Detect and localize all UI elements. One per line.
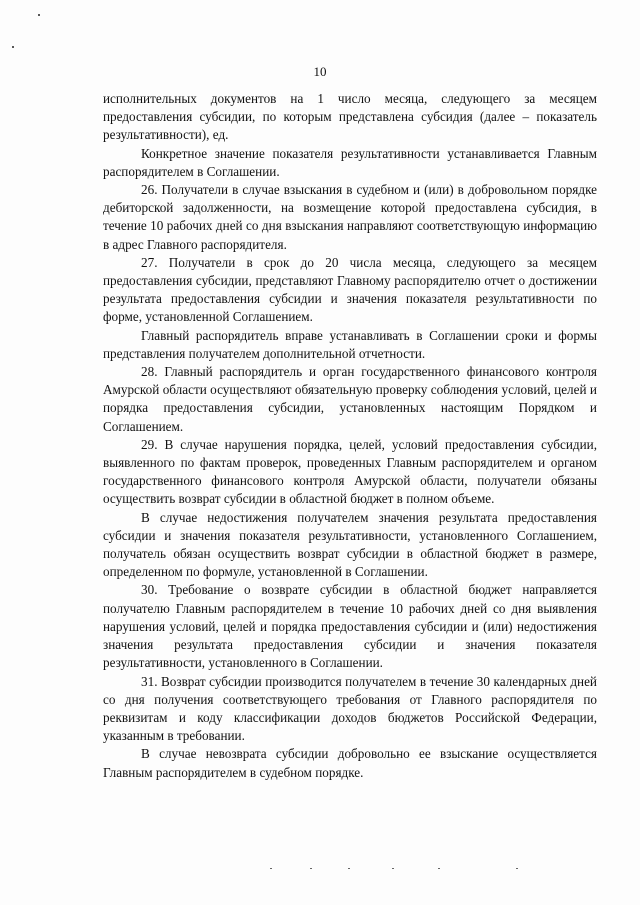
paragraph: исполнительных документов на 1 число месяца, следующего за месяцем предоставления субсидии, по которым представлена субсидия (далее – показатель результативности), ед. xyxy=(103,91,597,143)
paragraph: В случае невозврата субсидии добровольно ее взыскание осуществляется Главным распорядителем в судебном порядке. xyxy=(103,746,597,780)
paragraph-item-28: 28. Главный распорядитель и орган государственного финансового контроля Амурской области осуществляют обязательную проверку соблюдения условий, целей и порядка предоставления субсидии, установленных настоящим Порядком и Соглашением. xyxy=(103,364,597,434)
paragraph-item-26: 26. Получатели в случае взыскания в судебном и (или) в добровольном порядке дебиторской задолженности, на возмещение которой предоставлена субсидия, в течение 10 рабочих дней со дня взыскания направляют соответствующую информацию в адрес Главного распорядителя. xyxy=(103,182,597,252)
paragraph-item-27: 27. Получатели в срок до 20 числа месяца, следующего за месяцем предоставления субсидии, представляют Главному распорядителю отчет о достижении результата предоставления субсидии и значения показателя результативности по форме, установленной Соглашением. xyxy=(103,254,597,325)
paragraph: Главный распорядитель вправе устанавливать в Соглашении сроки и формы представления получателем дополнительной отчетности. xyxy=(103,327,597,361)
paragraph: Конкретное значение показателя результативности устанавливается Главным распорядителем в Соглашении. xyxy=(103,145,597,179)
paragraph: В случае недостижения получателем значения результата предоставления субсидии и значения показателя результативности, установленного Соглашением, получатель обязан осуществить возврат субсидии в областной бюджет в размере, определенном по формуле, установленной в Соглашении. xyxy=(103,509,597,580)
paragraph-item-30: 30. Требование о возврате субсидии в областной бюджет направляется получателю Главным распорядителем в течение 10 рабочих дней со дня выявления нарушения условий, целей и порядка предоставления субсидии и (или) недостижения значения результата предоставления субсидии и значения показателя результативности, установленного в Соглашении. xyxy=(103,582,597,671)
scan-speck xyxy=(38,14,40,16)
scan-speck xyxy=(12,46,14,48)
paragraph-item-31: 31. Возврат субсидии производится получателем в течение 30 календарных дней со дня получения соответствующего требования от Главного распорядителя по реквизитам и коду классификации доходов бюджетов Российской Федерации, указанным в требовании. xyxy=(103,673,597,744)
page-number: 10 xyxy=(313,64,327,79)
document-body xyxy=(103,90,597,782)
scan-artifact-dots xyxy=(270,868,530,870)
paragraph-item-29: 29. В случае нарушения порядка, целей, условий предоставления субсидии, выявленного по фактам проверок, проведенных Главным распорядителем и органом государственного финансового контроля Амурской области, получатели обязаны осуществить возврат субсидии в областной бюджет в полном объеме. xyxy=(103,436,597,507)
